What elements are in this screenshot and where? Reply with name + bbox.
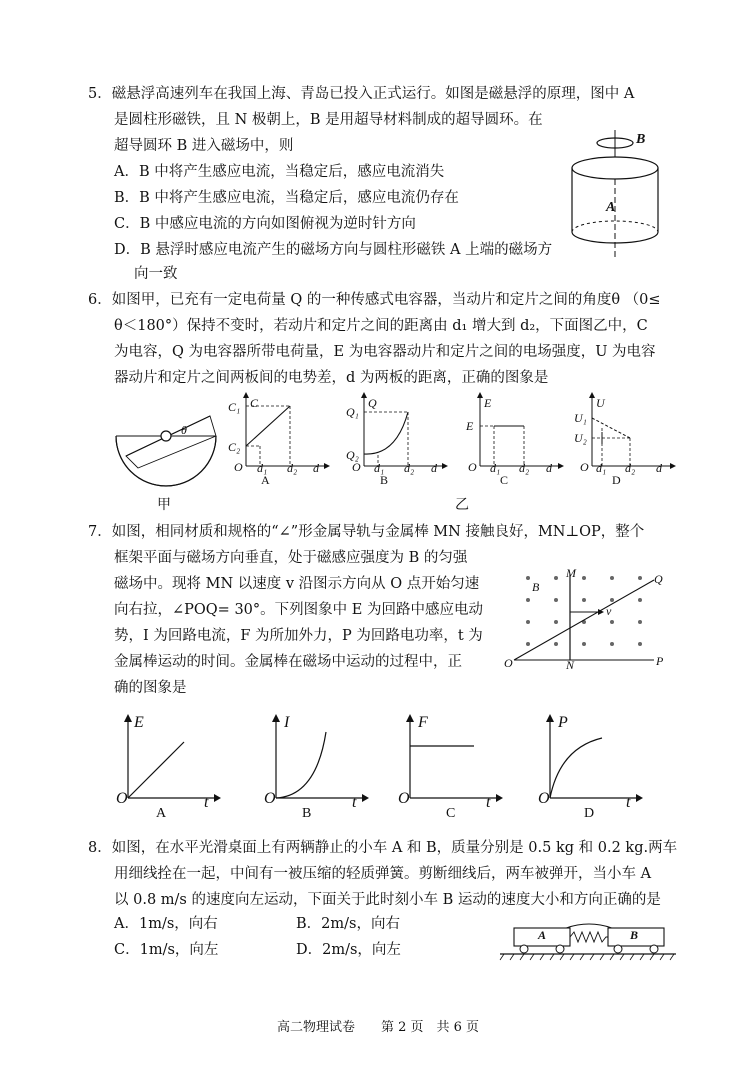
q6-graph-c-option: C xyxy=(500,473,509,487)
field-dot xyxy=(582,598,586,602)
q6-stem-line: 为电容，Q 为电容器所带电荷量，E 为电容器动片和定片之间的电场强度，U 为电容 xyxy=(114,344,656,360)
q6-graph-d-d1: d₁ xyxy=(596,461,607,475)
q6-graph-d-d2: d₂ xyxy=(625,461,636,475)
q7-stem-line: 确的图象是 xyxy=(114,680,187,696)
q7-label-p: P xyxy=(656,654,664,668)
q7-label-q: Q xyxy=(654,572,663,586)
q6-stem-line: 6．如图甲，已充有一定电荷量 Q 的一种传感式电容器，当动片和定片之间的角度θ （0≤ xyxy=(88,292,661,308)
q8-option-c: C．1m/s，向左 xyxy=(114,942,219,958)
q8-option-d: D．2m/s，向左 xyxy=(296,942,401,958)
q5-option-a: A．B 中将产生感应电流，当稳定后，感应电流消失 xyxy=(114,164,445,180)
q7-graph-d-xaxis: t xyxy=(626,794,631,811)
q8-cart-a-label: A xyxy=(538,928,547,942)
q6-graph-a-xaxis: d xyxy=(313,461,319,475)
q5-option-c: C．B 中感应电流的方向如图俯视为逆时针方向 xyxy=(114,216,416,232)
q8-cart-b-label: B xyxy=(630,928,639,942)
q5-magnet-figure xyxy=(560,128,670,268)
q6-capacitor-figure xyxy=(112,396,218,488)
q7-graph-a-option: A xyxy=(156,806,167,821)
q7-graph-d-option: D xyxy=(584,806,595,821)
q7-stem-line: 7．如图，相同材质和规格的“∠”形金属导轨与金属棒 MN 接触良好，MN⊥OP，整个 xyxy=(88,524,645,540)
q5-stem-line: 是圆柱形磁铁，且 N 极朝上，B 是用超导材料制成的超导圆环。在 xyxy=(114,112,543,128)
q7-label-n: N xyxy=(566,658,575,672)
page-footer: 高二物理试卷 第 2 页 共 6 页 xyxy=(276,1020,480,1035)
q7-graph-b xyxy=(264,714,368,806)
q7-label-v: v xyxy=(606,604,612,618)
field-dot xyxy=(554,620,558,624)
q7-graph-a-xaxis: t xyxy=(204,794,209,811)
field-dot xyxy=(582,576,586,580)
q6-graph-b-tick: Q₂ xyxy=(346,448,359,462)
q6-fig-yi: 乙 xyxy=(455,498,469,513)
q6-stem-line: 器动片和定片之间两板间的电势差，d 为两板的距离，正确的图象是 xyxy=(114,370,549,386)
q6-graph-d-origin: O xyxy=(580,460,589,474)
q8-stem-line: 8．如图，在水平光滑桌面上有两辆静止的小车 A 和 B，质量分别是 0.5 kg 和 0.2 kg.两车 xyxy=(88,840,678,856)
q7-graph-c-origin: O xyxy=(398,790,410,807)
q7-graph-b-yaxis: I xyxy=(284,714,290,731)
q6-graph-b-d1: d₁ xyxy=(374,461,385,475)
q8-carts-figure xyxy=(500,918,676,962)
q6-graph-b-tick: Q₁ xyxy=(346,405,359,419)
q6-graph-d-xaxis: d xyxy=(656,461,662,475)
q6-graph-c-d1: d₁ xyxy=(490,461,501,475)
q6-graph-b-xaxis: d xyxy=(431,461,437,475)
field-dot xyxy=(526,642,530,646)
q5-stem-line: 超导圆环 B 进入磁场中，则 xyxy=(114,138,294,154)
q6-graph-b-yaxis: Q xyxy=(368,396,377,410)
q7-graph-c-xaxis: t xyxy=(486,794,491,811)
field-dot xyxy=(526,576,530,580)
q6-graph-b-origin: O xyxy=(352,460,361,474)
q7-graph-b-origin: O xyxy=(264,790,276,807)
q7-graph-b-option: B xyxy=(302,806,312,821)
q6-graph-c-tick: E xyxy=(466,419,474,433)
field-dot xyxy=(554,576,558,580)
field-dot xyxy=(610,642,614,646)
q6-graph-d-yaxis: U xyxy=(596,396,605,410)
q5-ring-label: B xyxy=(636,132,646,147)
q6-graph-c-d2: d₂ xyxy=(519,461,530,475)
q7-label-o: O xyxy=(504,656,513,670)
q5-option-b: B．B 中将产生感应电流，当稳定后，感应电流仍存在 xyxy=(114,190,459,206)
q6-graph-a-d2: d₂ xyxy=(287,461,298,475)
field-dot xyxy=(610,576,614,580)
q7-stem-line: 磁场中。现将 MN 以速度 v 沿图示方向从 O 点开始匀速 xyxy=(114,576,480,592)
field-dot xyxy=(638,598,642,602)
q6-graph-a-d1: d₁ xyxy=(257,461,268,475)
q6-fig-jia: 甲 xyxy=(157,498,171,513)
q6-graph-c-origin: O xyxy=(468,460,477,474)
q7-rail-figure xyxy=(504,564,674,672)
q7-stem-line: 势，I 为回路电流，F 为所加外力，P 为回路电功率，t 为 xyxy=(114,628,483,644)
q7-graph-d-yaxis: P xyxy=(558,714,568,731)
q5-stem-line: 5．磁悬浮高速列车在我国上海、青岛已投入正式运行。如图是磁悬浮的原理，图中 A xyxy=(88,86,635,102)
q7-stem-line: 金属棒运动的时间。金属棒在磁场中运动的过程中，正 xyxy=(114,654,462,670)
q6-graph-a-origin: O xyxy=(234,460,243,474)
q6-graph-a-option: A xyxy=(261,473,270,487)
field-dot xyxy=(610,598,614,602)
field-dot xyxy=(610,620,614,624)
q7-graph-c-option: C xyxy=(446,806,456,821)
field-dot xyxy=(526,598,530,602)
q6-graph-c-yaxis: E xyxy=(484,396,492,410)
q6-graph-d-option: D xyxy=(612,473,621,487)
q7-stem-line: 向右拉，∠POQ= 30°。下列图象中 E 为回路中感应电动 xyxy=(114,602,483,618)
q6-graph-a-tick: C₂ xyxy=(228,440,241,454)
q8-stem-line: 以 0.8 m/s 的速度向左运动，下面关于此时刻小车 B 运动的速度大小和方向正确的是 xyxy=(114,892,661,908)
q6-graph-b-d2: d₂ xyxy=(404,461,415,475)
q7-graph-a-yaxis: E xyxy=(134,714,144,731)
field-dot xyxy=(638,620,642,624)
field-dot xyxy=(638,642,642,646)
q7-graph-c-yaxis: F xyxy=(418,714,428,731)
q6-graph-a-tick: C₁ xyxy=(228,400,241,414)
field-dot xyxy=(638,576,642,580)
q6-graph-c-xaxis: d xyxy=(546,461,552,475)
q5-magnet-label: A xyxy=(606,200,616,215)
q7-graph-d xyxy=(538,714,642,806)
q8-option-a: A．1m/s，向右 xyxy=(114,916,218,932)
q5-option-d-cont: 向一致 xyxy=(134,266,178,282)
q7-graph-d-origin: O xyxy=(538,790,550,807)
q5-option-d: D．B 悬浮时感应电流产生的磁场方向与圆柱形磁铁 A 上端的磁场方 xyxy=(114,242,553,258)
q7-graph-a-origin: O xyxy=(116,790,128,807)
q7-label-m: M xyxy=(566,566,576,580)
q6-theta: θ xyxy=(181,423,187,437)
field-dot xyxy=(554,598,558,602)
q7-graph-b-xaxis: t xyxy=(352,794,357,811)
field-dot xyxy=(554,642,558,646)
q8-option-b: B．2m/s，向右 xyxy=(296,916,400,932)
field-dot xyxy=(526,620,530,624)
field-dot xyxy=(582,642,586,646)
q7-graph-a xyxy=(116,714,220,806)
q6-graph-d-tick: U₂ xyxy=(574,431,587,445)
q7-stem-line: 框架平面与磁场方向垂直，处于磁感应强度为 B 的匀强 xyxy=(114,550,468,566)
q6-graph-b-option: B xyxy=(380,473,389,487)
q6-graph-a-yaxis: C xyxy=(250,396,259,410)
q8-stem-line: 用细线拴在一起，中间有一被压缩的轻质弹簧。剪断细线后，两车被弹开，当小车 A xyxy=(114,866,652,882)
q7-graph-c xyxy=(398,714,502,806)
q7-label-b: B xyxy=(532,580,540,594)
q6-stem-line: θ＜180°）保持不变时，若动片和定片之间的距离由 d₁ 增大到 d₂，下面图乙中，C xyxy=(114,318,648,334)
q6-graph-d-tick: U₁ xyxy=(574,411,587,425)
